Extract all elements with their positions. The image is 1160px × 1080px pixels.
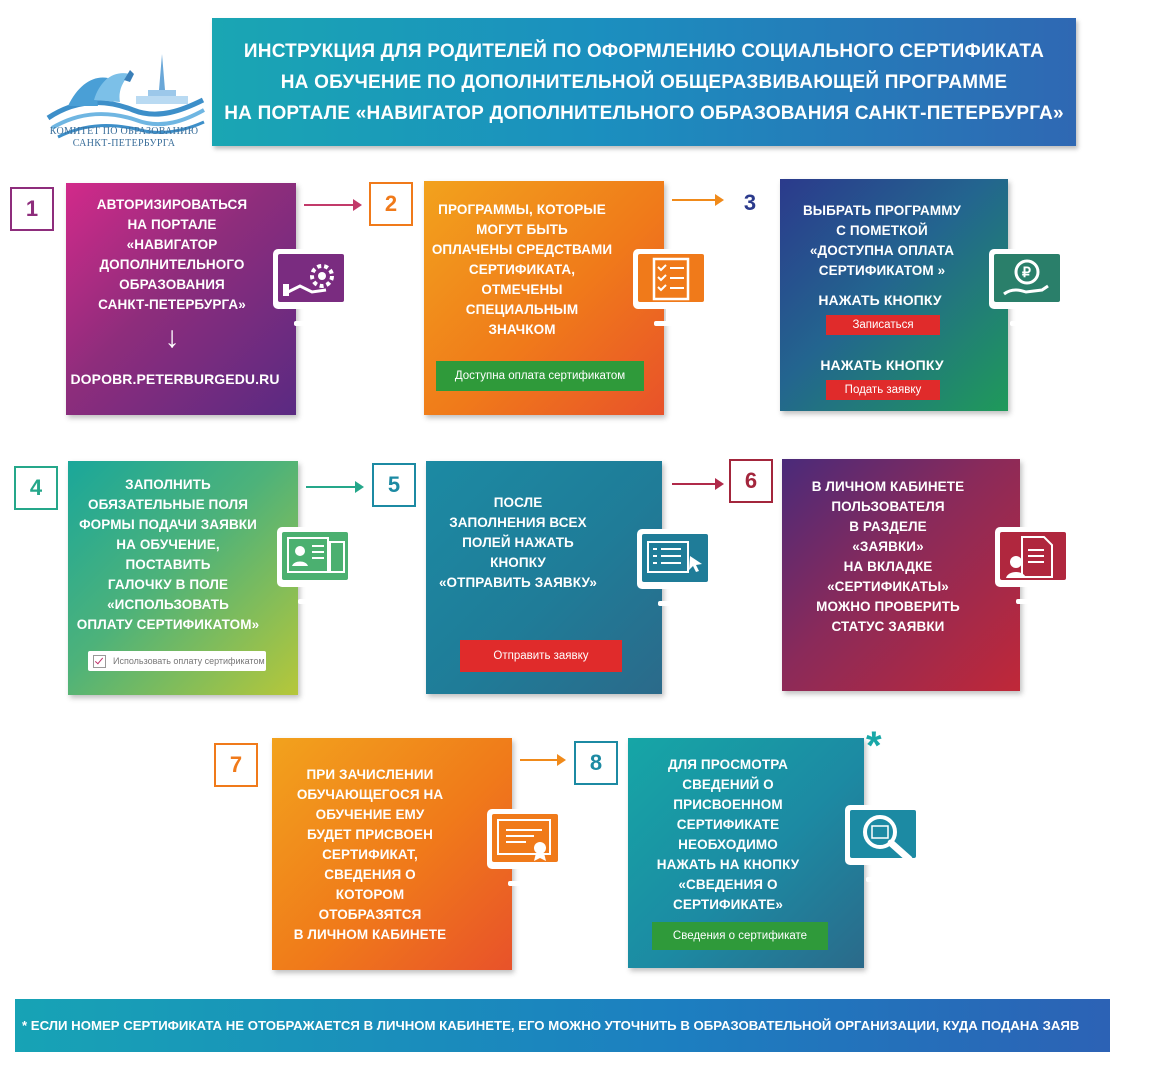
certificate-payment-available-badge[interactable]: Доступна оплата сертификатом bbox=[436, 361, 644, 391]
step-4-card bbox=[68, 461, 298, 695]
checkbox-checked-icon[interactable] bbox=[93, 655, 106, 668]
asterisk-note-marker: * bbox=[866, 724, 882, 768]
step-1-text bbox=[66, 195, 278, 315]
step-8-line: СВЕДЕНИЙ О bbox=[682, 777, 774, 792]
portal-url-link[interactable]: DOPOBR.PETERBURGEDU.RU bbox=[70, 371, 280, 387]
step-4-number: 4 bbox=[14, 466, 58, 510]
step-7-number: 7 bbox=[214, 743, 258, 787]
step-1-line: НА ПОРТАЛЕ bbox=[127, 217, 217, 232]
logo-caption bbox=[40, 126, 208, 150]
logo-caption-line2: САНКТ-ПЕТЕРБУРГА bbox=[72, 138, 176, 149]
step-7-line: БУДЕТ ПРИСВОЕН bbox=[307, 827, 433, 842]
step-2-card bbox=[424, 181, 664, 415]
certificate-details-button[interactable]: Сведения о сертификате bbox=[652, 922, 828, 950]
step-1-line: САНКТ-ПЕТЕРБУРГА» bbox=[98, 297, 246, 312]
monitor-ruble-hand-icon bbox=[986, 246, 1068, 336]
arrow-4-to-5 bbox=[306, 486, 362, 488]
step-7-line: В ЛИЧНОМ КАБИНЕТЕ bbox=[293, 927, 447, 942]
step-3-text bbox=[780, 201, 984, 281]
step-5-line: «ОТПРАВИТЬ ЗАЯВКУ» bbox=[438, 575, 598, 590]
step-6-line: НА ВКЛАДКЕ bbox=[843, 559, 933, 574]
step-2-line: ОПЛАЧЕНЫ СРЕДСТВАМИ bbox=[431, 242, 613, 257]
send-application-button[interactable]: Отправить заявку bbox=[460, 640, 622, 672]
step-8-line: НАЖАТЬ НА КНОПКУ bbox=[656, 857, 800, 872]
step-2-line: МОГУТ БЫТЬ bbox=[476, 222, 568, 237]
step-7-text bbox=[272, 765, 468, 945]
step-3-line: С ПОМЕТКОЙ bbox=[836, 223, 928, 238]
arrow-2-to-3 bbox=[672, 199, 722, 201]
step-1-line: АВТОРИЗИРОВАТЬСЯ bbox=[96, 197, 248, 212]
step-7-line: ОБУЧАЮЩЕГОСЯ НА bbox=[296, 787, 444, 802]
title-line-3: НА ПОРТАЛЕ «НАВИГАТОР ДОПОЛНИТЕЛЬНОГО ОБРАЗОВАНИЯ САНКТ-ПЕТЕРБУРГА» bbox=[224, 102, 1064, 124]
step-2-line: СЕРТИФИКАТА, bbox=[468, 262, 576, 277]
step-3-press-label-2: НАЖАТЬ КНОПКУ bbox=[820, 357, 944, 373]
title-line-2: НА ОБУЧЕНИЕ ПО ДОПОЛНИТЕЛЬНОЙ ОБЩЕРАЗВИВАЮЩЕЙ ПРОГРАММЕ bbox=[280, 71, 1008, 93]
step-7-card bbox=[272, 738, 512, 970]
step-2-line: ЗНАЧКОМ bbox=[488, 322, 556, 337]
title-banner bbox=[212, 18, 1076, 146]
step-1-line: ОБРАЗОВАНИЯ bbox=[119, 277, 225, 292]
step-4-line: ЗАПОЛНИТЬ bbox=[125, 477, 211, 492]
step-4-line: ОБЯЗАТЕЛЬНЫЕ ПОЛЯ bbox=[88, 497, 248, 512]
step-4-line: «ИСПОЛЬЗОВАТЬ bbox=[107, 597, 229, 612]
down-arrow-icon: ↓ bbox=[164, 321, 180, 354]
step-5-number: 5 bbox=[372, 463, 416, 507]
step-6-line: МОЖНО ПРОВЕРИТЬ bbox=[816, 599, 960, 614]
step-2-text bbox=[424, 200, 620, 340]
use-certificate-checkbox-label: Использовать оплату сертификатом bbox=[113, 656, 265, 666]
submit-application-button[interactable]: Подать заявку bbox=[826, 380, 940, 400]
step-5-line: ЗАПОЛНЕНИЯ ВСЕХ bbox=[449, 515, 587, 530]
step-6-line: «ЗАЯВКИ» bbox=[852, 539, 924, 554]
step-8-line: ПРИСВОЕННОМ bbox=[673, 797, 783, 812]
monitor-magnifier-icon bbox=[842, 802, 924, 892]
step-8-line: «СВЕДЕНИЯ О bbox=[678, 877, 778, 892]
step-8-line: СЕРТИФИКАТЕ bbox=[676, 817, 780, 832]
step-8-number: 8 bbox=[574, 741, 618, 785]
monitor-form-icon bbox=[274, 524, 356, 614]
step-6-line: ПОЛЬЗОВАТЕЛЯ bbox=[831, 499, 945, 514]
svg-text:₽: ₽ bbox=[1022, 264, 1031, 280]
step-4-line: ПОСТАВИТЬ bbox=[125, 557, 211, 572]
step-4-line: НА ОБУЧЕНИЕ, bbox=[116, 537, 220, 552]
footer-note-banner bbox=[15, 999, 1110, 1052]
step-7-line: КОТОРОМ bbox=[335, 887, 405, 902]
step-4-line: ФОРМЫ ПОДАЧИ ЗАЯВКИ bbox=[79, 517, 257, 532]
arrow-5-to-6 bbox=[672, 483, 722, 485]
use-certificate-checkbox-field[interactable] bbox=[88, 651, 266, 671]
step-7-line: ОБУЧЕНИЕ ЕМУ bbox=[315, 807, 425, 822]
step-3-line: СЕРТИФИКАТОМ » bbox=[818, 263, 946, 278]
step-4-line: ГАЛОЧКУ В ПОЛЕ bbox=[107, 577, 229, 592]
monitor-checklist-icon bbox=[630, 246, 712, 336]
step-8-line: СЕРТИФИКАТЕ» bbox=[672, 897, 784, 912]
step-8-line: ДЛЯ ПРОСМОТРА bbox=[667, 757, 788, 772]
step-6-card bbox=[782, 459, 1020, 691]
monitor-certificate-icon bbox=[484, 806, 566, 896]
step-1-card bbox=[66, 183, 296, 415]
monitor-profile-document-icon bbox=[992, 524, 1074, 614]
step-3-line: ВЫБРАТЬ ПРОГРАММУ bbox=[802, 203, 962, 218]
step-7-line: СЕРТИФИКАТ, bbox=[322, 847, 418, 862]
step-7-line: ОТОБРАЗЯТСЯ bbox=[318, 907, 422, 922]
step-2-number: 2 bbox=[369, 182, 413, 226]
monitor-hand-gear-icon bbox=[270, 246, 352, 336]
step-1-line: ДОПОЛНИТЕЛЬНОГО bbox=[99, 257, 245, 272]
title-line-1: ИНСТРУКЦИЯ ДЛЯ РОДИТЕЛЕЙ ПО ОФОРМЛЕНИЮ СОЦИАЛЬНОГО СЕРТИФИКАТА bbox=[243, 40, 1045, 62]
footer-note-text: * ЕСЛИ НОМЕР СЕРТИФИКАТА НЕ ОТОБРАЖАЕТСЯ В ЛИЧНОМ КАБИНЕТЕ, ЕГО МОЖНО УТОЧНИТЬ В ОБРАЗОВАТЕЛЬНОЙ ОРГАНИЗАЦИИ, КУДА ПОДАНА ЗАЯВ bbox=[22, 1018, 1080, 1033]
step-3-line: «ДОСТУПНА ОПЛАТА bbox=[809, 243, 955, 258]
step-3-number: 3 bbox=[728, 181, 772, 225]
step-8-text bbox=[628, 755, 828, 915]
step-5-line: ПОСЛЕ bbox=[493, 495, 543, 510]
step-5-line: ПОЛЕЙ НАЖАТЬ bbox=[462, 535, 574, 550]
step-6-line: В ЛИЧНОМ КАБИНЕТЕ bbox=[811, 479, 965, 494]
step-2-line: ПРОГРАММЫ, КОТОРЫЕ bbox=[438, 202, 606, 217]
step-7-line: СВЕДЕНИЯ О bbox=[324, 867, 416, 882]
step-8-line: НЕОБХОДИМО bbox=[678, 837, 778, 852]
monitor-cursor-icon bbox=[634, 526, 716, 616]
step-1-line: «НАВИГАТОР bbox=[126, 237, 218, 252]
step-8-card bbox=[628, 738, 864, 968]
step-5-text bbox=[426, 493, 610, 593]
arrow-1-to-2 bbox=[304, 204, 360, 206]
step-6-line: СТАТУС ЗАЯВКИ bbox=[831, 619, 945, 634]
step-4-text bbox=[68, 475, 268, 635]
step-6-line: «СЕРТИФИКАТЫ» bbox=[827, 579, 949, 594]
step-6-text bbox=[782, 477, 994, 637]
step-5-line: КНОПКУ bbox=[490, 555, 546, 570]
step-6-line: В РАЗДЕЛЕ bbox=[849, 519, 927, 534]
arrow-7-to-8 bbox=[520, 759, 564, 761]
step-3-card bbox=[780, 179, 1008, 411]
step-4-line: ОПЛАТУ СЕРТИФИКАТОМ» bbox=[76, 617, 260, 632]
step-7-line: ПРИ ЗАЧИСЛЕНИИ bbox=[306, 767, 434, 782]
step-2-line: СПЕЦИАЛЬНЫМ bbox=[465, 302, 579, 317]
enroll-button[interactable]: Записаться bbox=[826, 315, 940, 335]
step-1-number: 1 bbox=[10, 187, 54, 231]
logo-caption-line1: КОМИТЕТ ПО ОБРАЗОВАНИЮ bbox=[49, 126, 199, 137]
step-3-press-label-1: НАЖАТЬ КНОПКУ bbox=[818, 292, 942, 308]
step-5-card bbox=[426, 461, 662, 694]
step-6-number: 6 bbox=[729, 459, 773, 503]
step-2-line: ОТМЕЧЕНЫ bbox=[481, 282, 563, 297]
